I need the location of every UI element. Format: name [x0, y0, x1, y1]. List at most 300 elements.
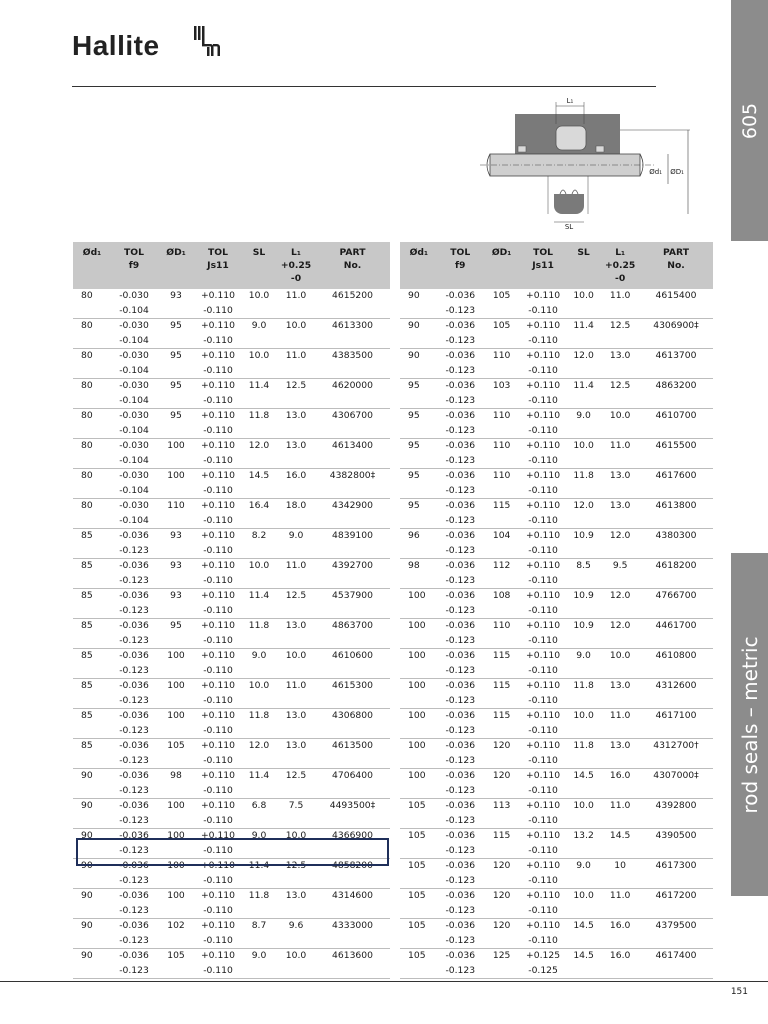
column-header-line1: Ød₁: [409, 247, 428, 258]
groove-length: 9.5: [612, 560, 628, 571]
rod-tol-upper: -0.036: [445, 890, 476, 901]
groove-tol-lower: -0.110: [203, 934, 233, 946]
seal-length: 10.0: [573, 290, 594, 301]
table-cell: [639, 769, 713, 799]
groove-length: 11.0: [285, 560, 307, 571]
table-cell: [639, 529, 713, 559]
rod-tol-lower: -0.123: [119, 904, 149, 916]
table-cell: [315, 289, 390, 319]
table-cell: [639, 349, 713, 379]
table-cell: [157, 889, 195, 919]
groove-diameter: 95: [170, 350, 182, 361]
table-cell: [277, 529, 315, 559]
rod-tol-upper: -0.036: [445, 860, 476, 871]
table-cell: [601, 289, 639, 319]
groove-tol-lower: -0.110: [203, 454, 233, 466]
table-cell: [277, 379, 315, 409]
rod-tol-lower: -0.123: [445, 724, 476, 736]
rod-tol-lower: -0.123: [119, 664, 149, 676]
column-header: [241, 242, 277, 289]
groove-tol-upper: +0.110: [200, 920, 235, 931]
part-number: 4392700: [332, 560, 373, 571]
part-number: 4615300: [332, 680, 373, 691]
groove-tol-upper: +0.110: [526, 800, 561, 811]
table-cell: [315, 679, 390, 709]
table-cell: [639, 439, 713, 469]
groove-length: 10.0: [285, 950, 307, 961]
rod-tol-lower: -0.123: [445, 394, 476, 406]
table-cell: [111, 619, 157, 649]
part-number: 4461700: [655, 620, 697, 631]
table-row: [400, 829, 713, 859]
groove-tol-upper: +0.110: [526, 770, 561, 781]
table-cell: [400, 379, 438, 409]
table-cell: [483, 889, 520, 919]
rod-tol-lower: -0.123: [445, 364, 476, 376]
table-cell: [566, 679, 601, 709]
groove-tol-upper: +0.110: [200, 680, 235, 691]
rod-diameter: 85: [81, 560, 93, 571]
table-cell: [601, 409, 639, 439]
rod-tol-lower: -0.123: [445, 844, 476, 856]
groove-tol-upper: +0.110: [200, 830, 235, 841]
groove-length: 12.5: [285, 770, 307, 781]
table-cell: [277, 619, 315, 649]
table-cell: [111, 589, 157, 619]
groove-diameter: 115: [492, 830, 511, 841]
groove-tol-upper: +0.110: [526, 380, 561, 391]
section-number: 605: [738, 102, 761, 140]
groove-tol-lower: -0.110: [528, 724, 558, 736]
seal-length: 11.8: [573, 680, 594, 691]
groove-diameter: 100: [167, 440, 185, 451]
table-row: [73, 709, 390, 739]
rod-tol-upper: -0.030: [119, 500, 149, 511]
seal-length: 14.5: [573, 950, 594, 961]
table-cell: [157, 409, 195, 439]
table-cell: [400, 499, 438, 529]
column-header-line2: f9: [128, 260, 140, 271]
seal-length: 10.0: [248, 560, 270, 571]
rod-tol-lower: -0.104: [119, 424, 149, 436]
groove-diameter: 120: [492, 920, 511, 931]
rod-tol-upper: -0.036: [445, 950, 476, 961]
table-cell: [639, 619, 713, 649]
table-cell: [195, 739, 241, 769]
table-cell: [601, 589, 639, 619]
groove-tol-lower: -0.110: [203, 904, 233, 916]
part-number: 4613700: [655, 350, 697, 361]
table-cell: [277, 559, 315, 589]
column-header-line2: f9: [455, 260, 466, 271]
seal-length: 11.8: [248, 710, 270, 721]
table-row: [73, 769, 390, 799]
groove-tol-lower: -0.110: [528, 664, 558, 676]
table-cell: [639, 469, 713, 499]
table-row: [400, 439, 713, 469]
rod-diameter: 80: [81, 500, 93, 511]
table-cell: [601, 319, 639, 349]
groove-tol-upper: +0.110: [200, 890, 235, 901]
table-cell: [195, 799, 241, 829]
column-header: [438, 242, 483, 289]
header-rule: [72, 86, 656, 87]
groove-tol-lower: -0.110: [528, 334, 558, 346]
part-number: 4839100: [332, 530, 373, 541]
groove-tol-upper: +0.110: [200, 860, 235, 871]
groove-length: 11.0: [285, 680, 307, 691]
table-cell: [566, 739, 601, 769]
table-cell: [400, 439, 438, 469]
table-cell: [601, 829, 639, 859]
groove-length: 12.5: [609, 320, 631, 331]
table-row: [73, 289, 390, 319]
groove-tol-upper: +0.110: [526, 500, 561, 511]
rod-tol-upper: -0.036: [445, 800, 476, 811]
column-header-line1: ØD₁: [166, 247, 186, 258]
table-cell: [639, 289, 713, 319]
groove-tol-upper: +0.110: [200, 410, 235, 421]
part-number: 4613800: [655, 500, 697, 511]
seal-length: 11.4: [573, 320, 594, 331]
table-cell: [520, 949, 566, 979]
table-cell: [601, 889, 639, 919]
rod-diameter: 100: [408, 620, 426, 631]
column-header-line1: TOL: [450, 247, 471, 258]
table-cell: [400, 709, 438, 739]
groove-diameter: 100: [167, 470, 185, 481]
groove-tol-lower: -0.110: [203, 574, 233, 586]
rod-tol-upper: -0.036: [119, 620, 149, 631]
table-cell: [73, 289, 111, 319]
groove-tol-upper: +0.110: [200, 710, 235, 721]
table-cell: [195, 889, 241, 919]
groove-tol-lower: -0.110: [203, 334, 233, 346]
rod-tol-upper: -0.036: [445, 620, 476, 631]
seal-length: 6.8: [251, 800, 267, 811]
part-number: 4306900‡: [653, 320, 699, 331]
table-cell: [195, 559, 241, 589]
table-cell: [520, 829, 566, 859]
table-cell: [520, 409, 566, 439]
column-header-line1: TOL: [533, 247, 554, 258]
part-number: 4617100: [655, 710, 697, 721]
table-cell: [157, 349, 195, 379]
table-cell: [277, 349, 315, 379]
table-row: [400, 799, 713, 829]
table-cell: [483, 289, 520, 319]
table-cell: [483, 739, 520, 769]
table-cell: [315, 919, 390, 949]
rod-tol-upper: -0.036: [119, 920, 149, 931]
seal-length: 14.5: [573, 920, 594, 931]
table-cell: [400, 649, 438, 679]
table-cell: [195, 499, 241, 529]
table-cell: [400, 619, 438, 649]
table-cell: [483, 709, 520, 739]
table-cell: [157, 799, 195, 829]
rod-diameter: 100: [408, 740, 426, 751]
logo-mark-icon: [194, 26, 220, 56]
table-cell: [315, 559, 390, 589]
rod-diameter: 80: [81, 380, 93, 391]
groove-tol-lower: -0.110: [528, 904, 558, 916]
rod-tol-lower: -0.104: [119, 334, 149, 346]
groove-diameter: 105: [167, 740, 185, 751]
table-cell: [566, 379, 601, 409]
rod-tol-upper: -0.036: [445, 380, 476, 391]
table-cell: [400, 469, 438, 499]
groove-tol-upper: +0.110: [200, 440, 235, 451]
seal-length: 12.0: [248, 740, 270, 751]
rod-diameter: 105: [408, 800, 426, 811]
rod-tol-upper: -0.036: [119, 560, 149, 571]
rod-diameter: 105: [408, 950, 426, 961]
seal-length: 12.0: [248, 440, 270, 451]
table-cell: [111, 679, 157, 709]
table-cell: [195, 709, 241, 739]
table-cell: [520, 559, 566, 589]
table-cell: [315, 379, 390, 409]
rod-tol-lower: -0.104: [119, 304, 149, 316]
table-cell: [601, 439, 639, 469]
groove-length: 10: [614, 860, 626, 871]
seal-length: 10.0: [248, 350, 270, 361]
groove-length: 13.0: [285, 890, 307, 901]
column-header: [483, 242, 520, 289]
table-cell: [195, 409, 241, 439]
table-cell: [111, 739, 157, 769]
table-cell: [73, 919, 111, 949]
rod-diameter: 85: [81, 740, 93, 751]
footer-rule: [0, 981, 768, 982]
table-cell: [601, 709, 639, 739]
groove-tol-lower: -0.110: [203, 964, 233, 976]
rod-diameter: 80: [81, 410, 93, 421]
table-cell: [639, 409, 713, 439]
groove-length: 13.0: [609, 350, 631, 361]
groove-length: 13.0: [609, 740, 631, 751]
table-cell: [277, 889, 315, 919]
table-cell: [277, 289, 315, 319]
table-cell: [438, 319, 483, 349]
table-cell: [241, 649, 277, 679]
rod-diameter: 95: [408, 410, 420, 421]
rod-diameter: 100: [408, 590, 426, 601]
groove-tol-lower: -0.110: [203, 394, 233, 406]
table-cell: [520, 889, 566, 919]
table-cell: [566, 289, 601, 319]
rod-tol-lower: -0.123: [445, 814, 476, 826]
rod-diameter: 100: [408, 710, 426, 721]
table-cell: [241, 589, 277, 619]
rod-diameter: 105: [408, 890, 426, 901]
part-number: 4617400: [655, 950, 697, 961]
table-row: [400, 289, 713, 319]
page-number: 151: [730, 987, 748, 997]
table-cell: [73, 949, 111, 979]
rod-tol-lower: -0.123: [445, 694, 476, 706]
groove-diameter: 105: [492, 290, 511, 301]
table-cell: [483, 499, 520, 529]
rod-tol-upper: -0.036: [445, 590, 476, 601]
rod-diameter: 85: [81, 650, 93, 661]
groove-tol-lower: -0.110: [203, 604, 233, 616]
table-cell: [639, 919, 713, 949]
table-cell: [520, 679, 566, 709]
groove-diameter: 100: [167, 710, 185, 721]
rod-tol-lower: -0.104: [119, 454, 149, 466]
table-row: [400, 349, 713, 379]
table-cell: [73, 529, 111, 559]
rod-diameter: 85: [81, 710, 93, 721]
table-cell: [157, 949, 195, 979]
table-cell: [566, 469, 601, 499]
groove-diameter: 112: [492, 560, 511, 571]
seal-length: 9.0: [576, 650, 591, 661]
table-cell: [195, 649, 241, 679]
table-cell: [277, 769, 315, 799]
table-cell: [315, 499, 390, 529]
table-cell: [195, 529, 241, 559]
table-cell: [520, 379, 566, 409]
groove-tol-lower: -0.125: [528, 964, 558, 976]
rod-tol-upper: -0.036: [445, 830, 476, 841]
table-cell: [315, 619, 390, 649]
column-header: [157, 242, 195, 289]
groove-length: 10.0: [285, 650, 307, 661]
seal-length: 9.0: [251, 650, 267, 661]
column-header-line1: PART: [339, 247, 366, 258]
groove-diameter: 100: [167, 680, 185, 691]
groove-tol-upper: +0.110: [200, 560, 235, 571]
table-row: [400, 949, 713, 979]
seal-table-right: [400, 242, 713, 979]
table-cell: [157, 769, 195, 799]
groove-tol-lower: -0.110: [528, 754, 558, 766]
groove-length: 11.0: [609, 290, 631, 301]
column-header: [639, 242, 713, 289]
part-number: 4610600: [332, 650, 373, 661]
table-cell: [438, 829, 483, 859]
rod-tol-upper: -0.030: [119, 440, 149, 451]
rod-tol-lower: -0.123: [445, 964, 476, 976]
table-cell: [483, 529, 520, 559]
table-row: [73, 649, 390, 679]
seal-length: 10.9: [573, 530, 594, 541]
groove-length: 9.6: [288, 920, 304, 931]
table-cell: [601, 649, 639, 679]
table-cell: [566, 559, 601, 589]
table-cell: [601, 769, 639, 799]
seal-housing-diagram: [476, 94, 696, 234]
groove-diameter: 110: [492, 350, 511, 361]
groove-tol-upper: +0.110: [200, 800, 235, 811]
table-cell: [483, 799, 520, 829]
rod-tol-upper: -0.036: [119, 770, 149, 781]
table-cell: [157, 289, 195, 319]
rod-tol-lower: -0.123: [119, 544, 149, 556]
table-cell: [241, 499, 277, 529]
table-cell: [111, 919, 157, 949]
rod-diameter: 85: [81, 590, 93, 601]
groove-diameter: 108: [492, 590, 511, 601]
table-cell: [483, 949, 520, 979]
part-number: 4615500: [655, 440, 697, 451]
column-header: [566, 242, 601, 289]
part-number: 4342900: [332, 500, 373, 511]
groove-tol-upper: +0.110: [526, 560, 561, 571]
rod-tol-lower: -0.104: [119, 514, 149, 526]
rod-diameter: 90: [81, 860, 93, 871]
table-cell: [241, 919, 277, 949]
table-cell: [438, 589, 483, 619]
table-cell: [639, 889, 713, 919]
part-number: 4613300: [332, 320, 373, 331]
rod-tol-upper: -0.036: [119, 710, 149, 721]
table-row: [400, 619, 713, 649]
table-row: [400, 379, 713, 409]
table-cell: [73, 679, 111, 709]
table-cell: [566, 409, 601, 439]
table-cell: [483, 589, 520, 619]
table-row: [73, 529, 390, 559]
seal-length: 11.8: [573, 470, 594, 481]
table-cell: [639, 649, 713, 679]
table-cell: [73, 799, 111, 829]
groove-tol-lower: -0.110: [203, 544, 233, 556]
rod-tol-lower: -0.123: [445, 454, 476, 466]
part-number: 4314600: [332, 890, 373, 901]
table-cell: [111, 289, 157, 319]
table-cell: [566, 799, 601, 829]
seal-length: 11.4: [248, 860, 270, 871]
groove-diameter: 98: [170, 770, 182, 781]
table-cell: [315, 799, 390, 829]
table-cell: [438, 439, 483, 469]
table-cell: [483, 919, 520, 949]
table-cell: [315, 349, 390, 379]
groove-length: 12.5: [285, 590, 307, 601]
table-cell: [483, 619, 520, 649]
groove-tol-lower: -0.110: [528, 304, 558, 316]
table-row: [400, 649, 713, 679]
table-cell: [400, 559, 438, 589]
table-cell: [520, 859, 566, 889]
table-cell: [111, 469, 157, 499]
table-cell: [73, 769, 111, 799]
seal-length: 11.4: [573, 380, 594, 391]
groove-tol-lower: -0.110: [528, 394, 558, 406]
table-cell: [241, 379, 277, 409]
table-cell: [195, 469, 241, 499]
groove-tol-upper: +0.110: [526, 710, 561, 721]
table-cell: [566, 829, 601, 859]
table-cell: [111, 349, 157, 379]
table-cell: [520, 619, 566, 649]
table-cell: [111, 799, 157, 829]
groove-diameter: 100: [167, 650, 185, 661]
groove-tol-upper: +0.110: [526, 530, 561, 541]
table-cell: [73, 409, 111, 439]
table-row: [400, 679, 713, 709]
table-row: [400, 499, 713, 529]
table-cell: [241, 349, 277, 379]
table-cell: [157, 919, 195, 949]
rod-tol-lower: -0.123: [119, 694, 149, 706]
table-cell: [566, 709, 601, 739]
table-cell: [566, 319, 601, 349]
